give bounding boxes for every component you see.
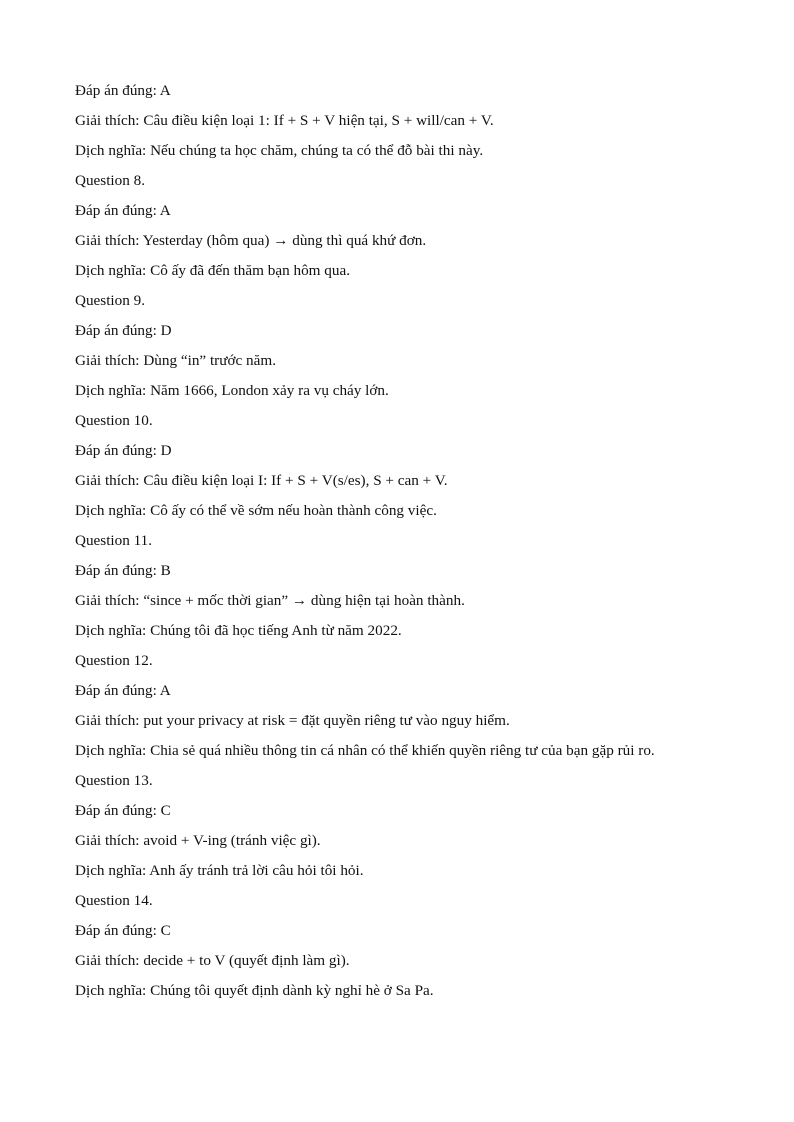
answer-line: Đáp án đúng: D <box>75 442 172 459</box>
question-heading: Question 14. <box>75 892 153 909</box>
question-heading: Question 13. <box>75 772 153 789</box>
translation-line: Dịch nghĩa: Cô ấy đã đến thăm bạn hôm qua. <box>75 262 350 279</box>
question-heading: Question 10. <box>75 412 153 429</box>
answer-line: Đáp án đúng: D <box>75 322 172 339</box>
question-heading: Question 12. <box>75 652 153 669</box>
translation-line: Dịch nghĩa: Chúng tôi quyết định dành kỳ nghỉ hè ở Sa Pa. <box>75 982 434 999</box>
answer-line: Đáp án đúng: A <box>75 202 171 219</box>
translation-line: Dịch nghĩa: Chia sẻ quá nhiều thông tin cá nhân có thể khiến quyền riêng tư của bạn gặp rủi ro. <box>75 742 655 759</box>
explanation-line: Giải thích: Câu điều kiện loại I: If + S + V(s/es), S + can + V. <box>75 472 448 489</box>
explanation-line: Giải thích: Câu điều kiện loại 1: If + S + V hiện tại, S + will/can + V. <box>75 112 494 129</box>
question-heading: Question 9. <box>75 292 146 309</box>
explanation-line: Giải thích: put your privacy at risk = đặt quyền riêng tư vào nguy hiểm. <box>75 712 510 729</box>
answer-line: Đáp án đúng: B <box>75 562 171 579</box>
translation-line: Dịch nghĩa: Nếu chúng ta học chăm, chúng ta có thể đỗ bài thi này. <box>75 142 484 159</box>
question-heading: Question 11. <box>75 532 153 549</box>
explanation-line: Giải thích: avoid + V-ing (tránh việc gì). <box>75 832 321 849</box>
translation-line: Dịch nghĩa: Chúng tôi đã học tiếng Anh từ năm 2022. <box>75 622 402 639</box>
translation-line: Dịch nghĩa: Anh ấy tránh trả lời câu hỏi tôi hỏi. <box>75 862 364 879</box>
answer-line: Đáp án đúng: A <box>75 682 171 699</box>
question-heading: Question 8. <box>75 172 146 189</box>
answer-line: Đáp án đúng: C <box>75 802 171 819</box>
translation-line: Dịch nghĩa: Năm 1666, London xảy ra vụ cháy lớn. <box>75 382 389 399</box>
translation-line: Dịch nghĩa: Cô ấy có thể về sớm nếu hoàn thành công việc. <box>75 502 437 519</box>
explanation-line: Giải thích: Dùng “in” trước năm. <box>75 352 276 369</box>
explanation-line: Giải thích: Yesterday (hôm qua) → dùng thì quá khứ đơn. <box>75 232 427 249</box>
explanation-line: Giải thích: decide + to V (quyết định làm gì). <box>75 952 350 969</box>
document-page <box>75 76 725 1006</box>
answer-line: Đáp án đúng: A <box>75 82 171 99</box>
explanation-line: Giải thích: “since + mốc thời gian” → dùng hiện tại hoàn thành. <box>75 592 465 609</box>
answer-line: Đáp án đúng: C <box>75 922 171 939</box>
